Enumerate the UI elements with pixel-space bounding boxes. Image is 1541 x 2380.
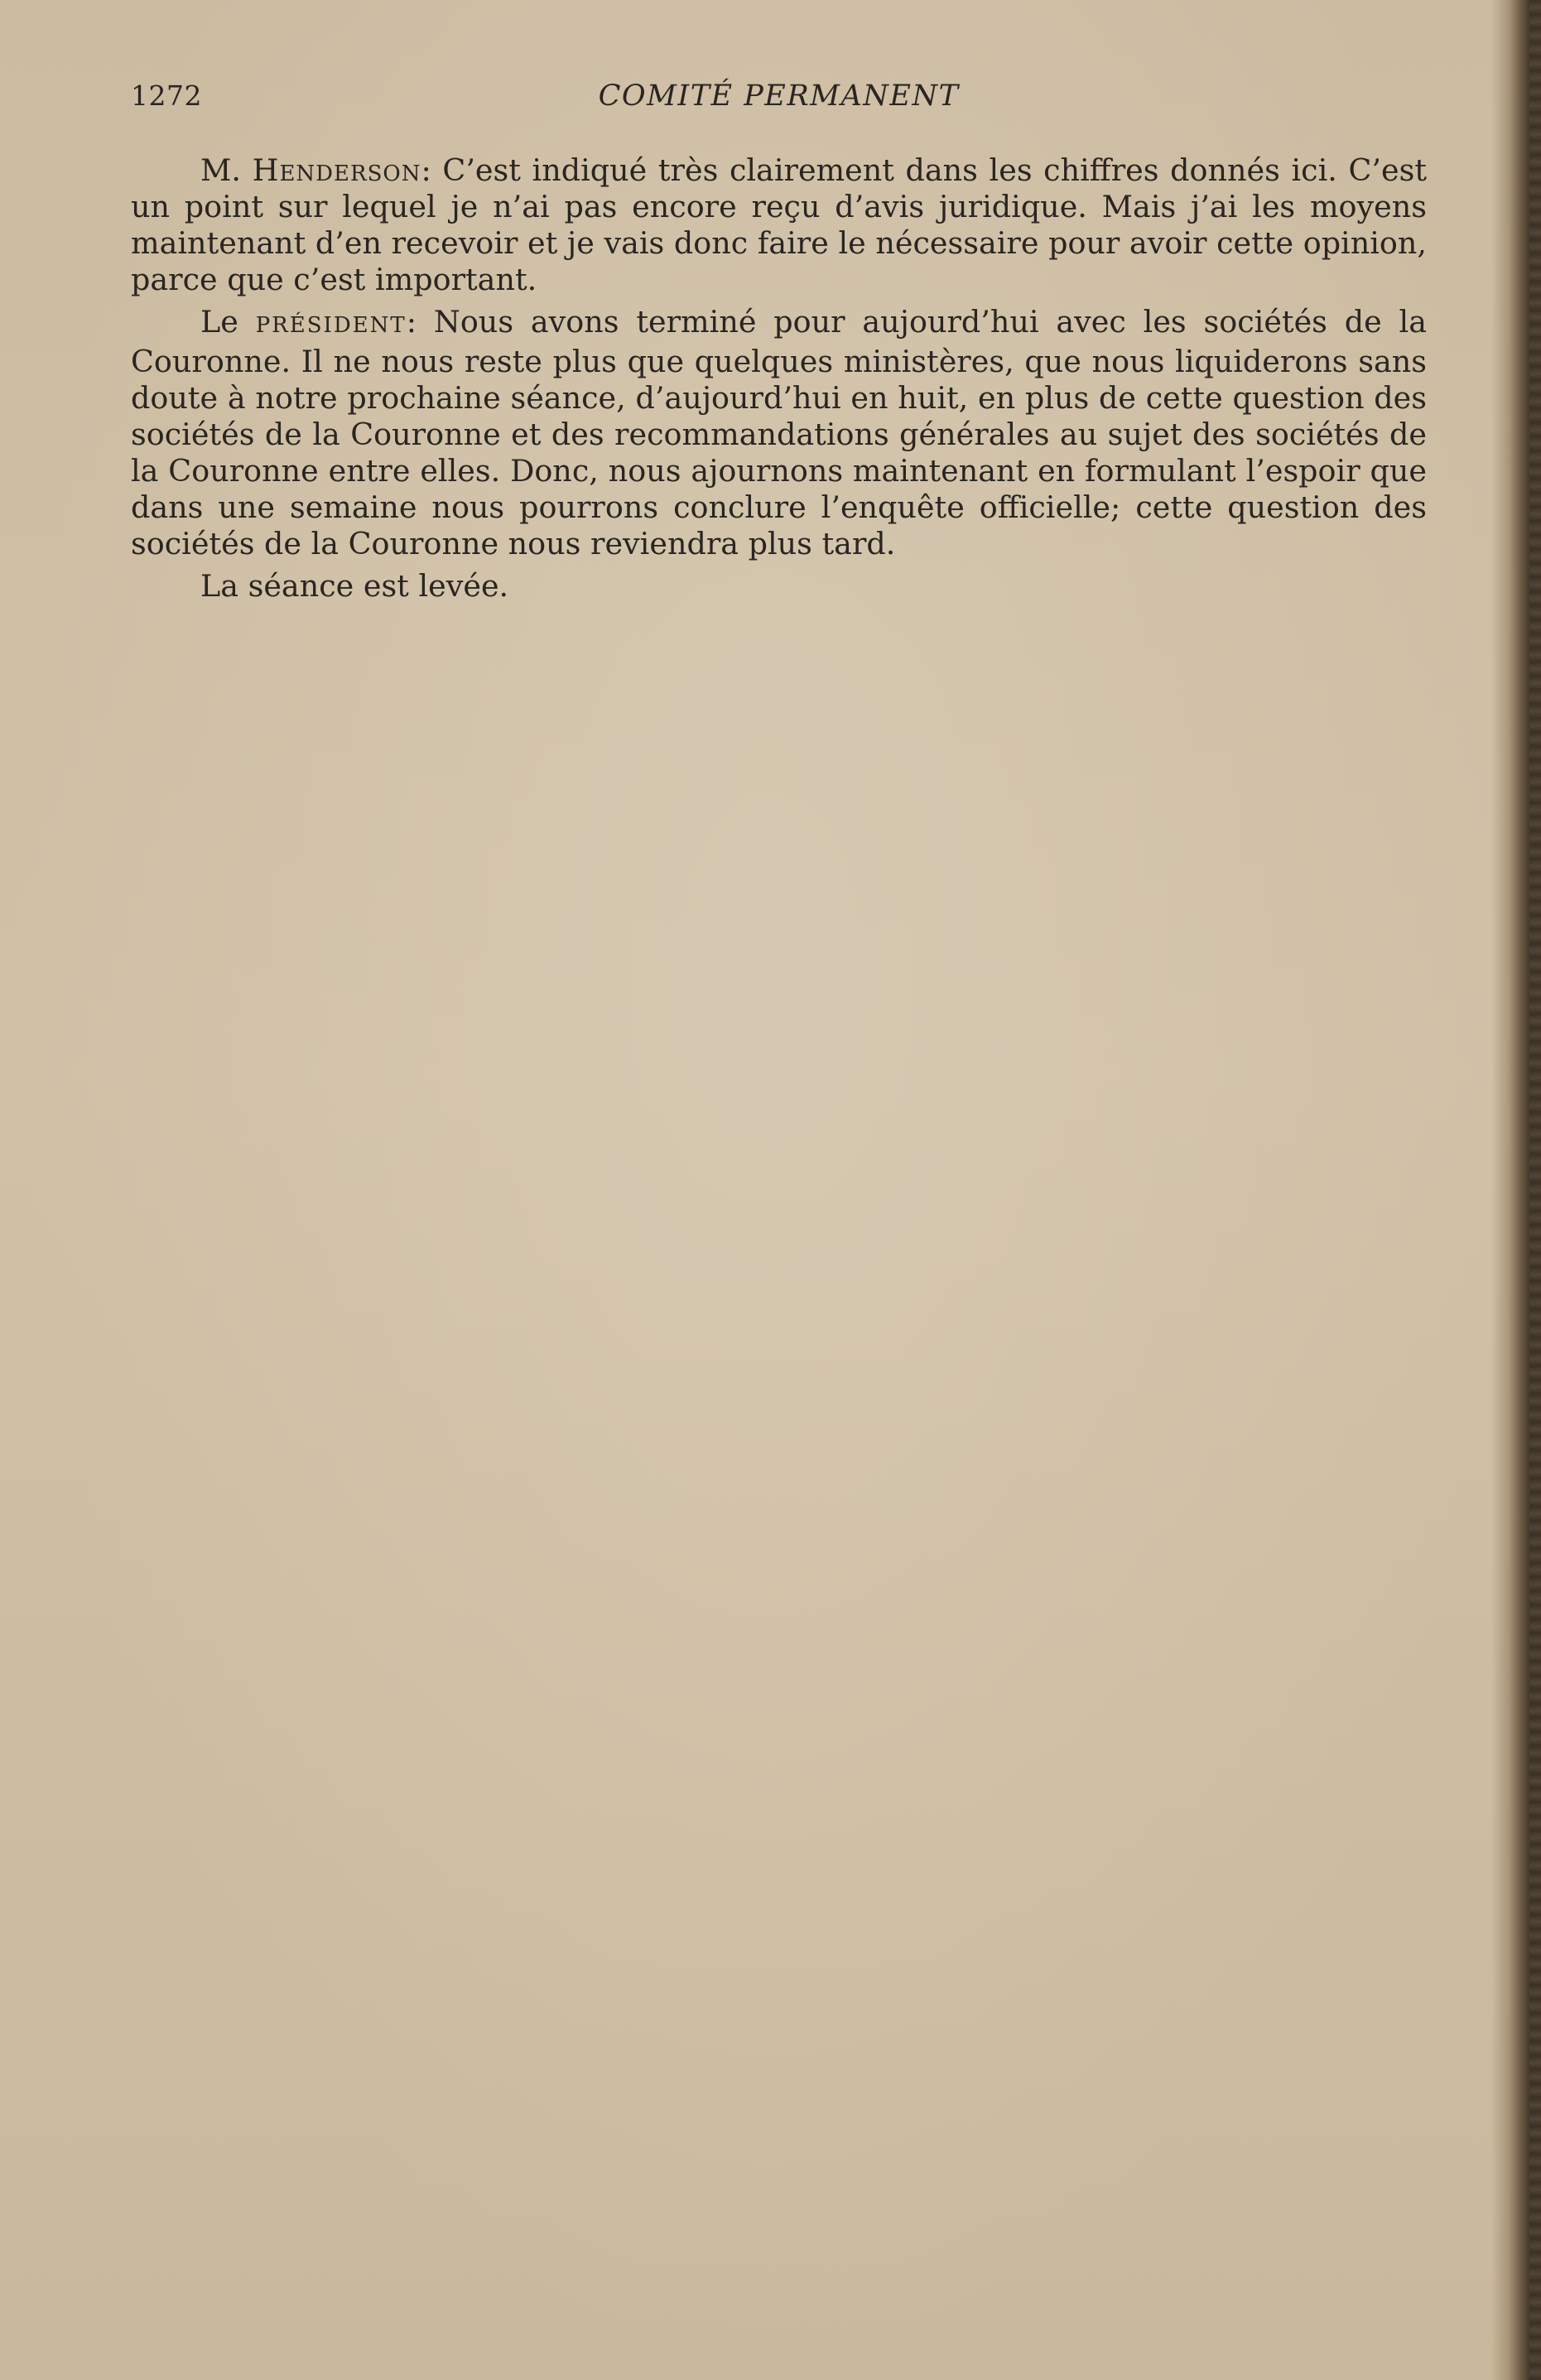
closing-line: La séance est levée.: [200, 568, 509, 604]
paragraph-text: C’est indiqué très clairement dans les chiffres donnés ici. C’est un point sur lequel je n’ai pas encore reçu d’avis juridique. Mais j’ai les moyens maintenant d’en recevoir et je vais donc faire le nécessaire pour avoir cette opinion, parce que c’est important.: [131, 152, 1427, 297]
speaker-name: PRÉSIDENT: [255, 313, 407, 338]
paragraph-henderson: [131, 152, 1427, 298]
page-body: [131, 152, 1427, 610]
paragraph-text: Nous avons terminé pour aujourd’hui avec les sociétés de la Couronne. Il ne nous reste plus que quelques ministères, que nous liquiderons sans doute à notre prochaine séance, d’aujourd’hui en huit, en plus de cette question des sociétés de la Couronne et des recommandations générales au sujet des sociétés de la Couronne entre elles. Donc, nous ajournons maintenant en formulant l’espoir que dans une semaine nous pourrons conclure l’enquête officielle; cette question des sociétés de la Couronne nous reviendra plus tard.: [131, 304, 1427, 561]
binding-strip: [1529, 0, 1541, 2380]
speaker-separator: :: [406, 304, 417, 340]
running-title: COMITÉ PERMANENT: [598, 79, 960, 113]
page-header: [131, 79, 1427, 121]
speaker-prefix: Le: [200, 304, 256, 340]
speaker-separator: :: [421, 152, 431, 188]
speaker-prefix: M.: [200, 152, 253, 188]
speaker-name: Henderson: [252, 152, 421, 188]
paragraph-president: [131, 304, 1427, 562]
page-number: 1272: [131, 79, 202, 112]
